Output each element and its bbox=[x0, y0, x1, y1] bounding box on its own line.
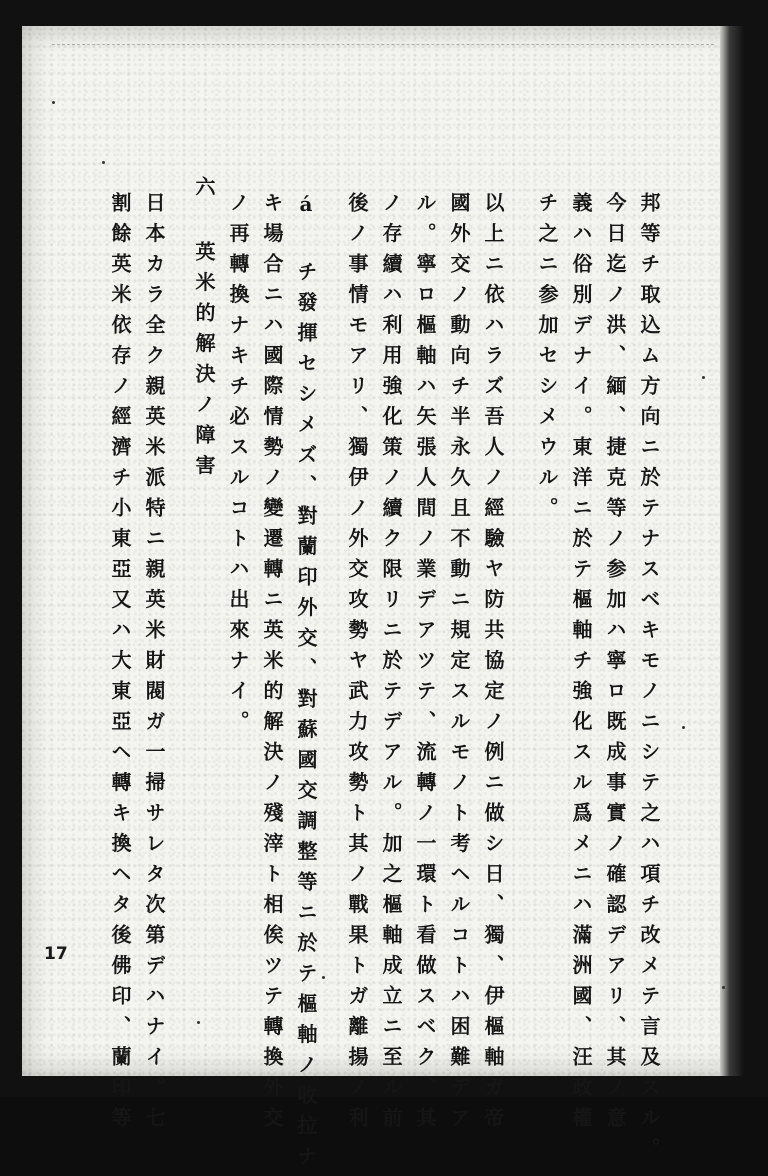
page-number: 17 bbox=[44, 944, 68, 964]
text-column-5: 以上ニ依ハラズ吾人ノ經驗ヤ防共協定ノ例ニ做シ日、獨、伊樞軸ガ帝 bbox=[481, 192, 505, 1138]
text-column-8: ノ存續ハ利用強化策ノ續ク限リニ於テデアル。加之樞軸成立ニ至ル前 bbox=[379, 192, 403, 1138]
text-column-15: 割餘英米依存ノ經濟チ小東亞又ハ大東亞ヘ轉キ換ヘタ後佛印、蘭印等 bbox=[108, 192, 132, 1138]
top-edge-line bbox=[52, 44, 714, 46]
text-column-14: 日本カラ全ク親英米派特ニ親英米財閥ガ一掃サレタ次第デハナイ。七 bbox=[142, 192, 166, 1138]
section-heading: 六 英米的解決ノ障害 bbox=[192, 176, 216, 485]
text-column-4: チ之ニ参加セシメウル。 bbox=[535, 192, 559, 528]
text-column-10: á チ發揮セシメズ、對蘭印外交、對蘇國交調整等ニ於テ樞軸ノ收拉ナ bbox=[294, 192, 318, 1176]
binding-spine bbox=[720, 26, 744, 1076]
text-column-3: 義ハ俗別デナイ。東洋ニ於テ樞軸チ強化スル爲メニハ滿洲國、汪政權 bbox=[569, 192, 593, 1138]
text-column-12: ノ再轉換ナキチ必スルコトハ出來ナイ。 bbox=[226, 192, 250, 741]
text-column-6: 國外交ノ動向チ半永久且不動ニ規定スルモノト考ヘルコトハ困難デア bbox=[447, 192, 471, 1138]
text-column-11: キ場合ニハ國際情勢ノ變遷轉ニ英米的解決ノ殘滓ト相俟ツテ轉換外交 bbox=[260, 192, 284, 1138]
text-column-7: ル。寧ロ樞軸ハ矢張人間ノ業デアツテ、流轉ノ一環ト看做スベク、其 bbox=[413, 192, 437, 1138]
text-column-2: 今日迄ノ洪、緬、捷克等ノ参加ハ寧ロ既成事實ノ確認デアリ、其ノ意 bbox=[603, 192, 627, 1138]
paper-sheet bbox=[22, 26, 744, 1176]
text-column-9: 後ノ事情モアリ、獨伊ノ外交攻勢ヤ武力攻勢ト其ノ戰果トガ離揚ノ利 bbox=[345, 192, 369, 1138]
text-column-1: 邦等チ取込ム方向ニ於テナスベキモノニシテ之ハ項チ改メテ言及スル。 bbox=[637, 192, 661, 1168]
